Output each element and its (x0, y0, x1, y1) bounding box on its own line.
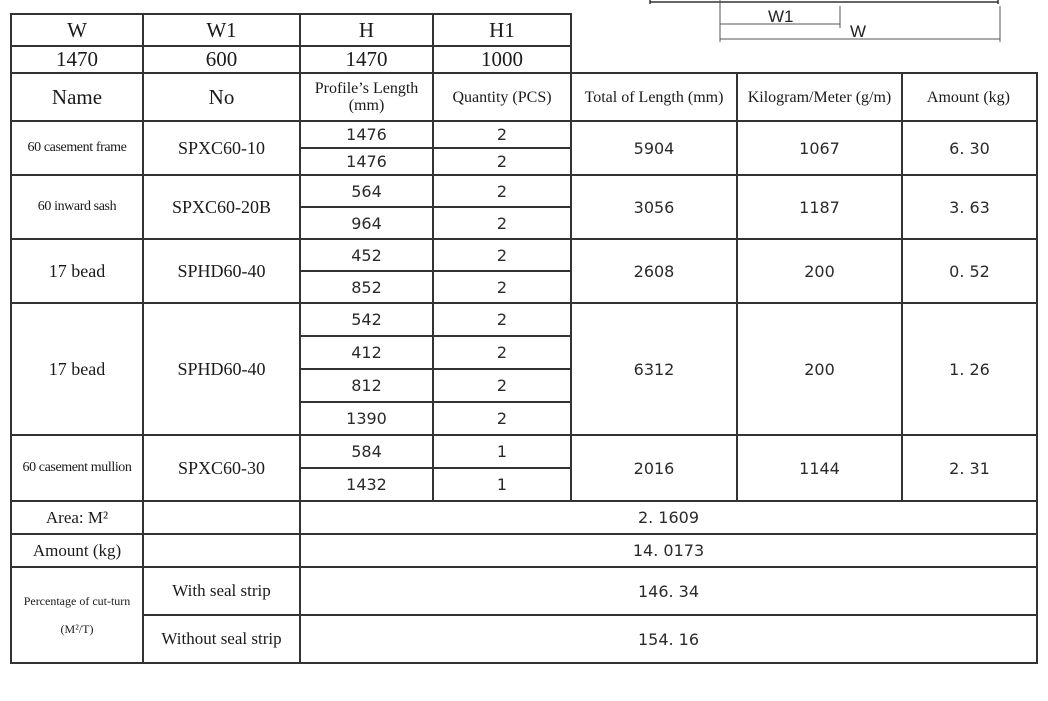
col-header-total-length: Total of Length (mm) (571, 73, 737, 121)
dim-header-w1: W1 (143, 14, 300, 46)
profile-length: 412 (300, 336, 433, 369)
area-value: 2. 1609 (300, 501, 1037, 534)
col-header-profile-length: Profile’s Length (mm) (300, 73, 433, 121)
dim-value-h1: 1000 (433, 46, 571, 73)
w1-dimension-label: W1 (768, 7, 794, 26)
table-row (11, 121, 1037, 148)
table-row (11, 175, 1037, 207)
kg-per-meter: 1187 (737, 175, 902, 239)
table-row (11, 239, 1037, 271)
profile-length: 1476 (300, 148, 433, 175)
profile-length: 1390 (300, 402, 433, 435)
profile-no: SPHD60-40 (143, 239, 300, 303)
amount-blank (143, 534, 300, 567)
profile-quantity: 2 (433, 239, 571, 271)
profile-quantity: 2 (433, 148, 571, 175)
without-seal-strip-label: Without seal strip (143, 615, 300, 663)
total-length: 5904 (571, 121, 737, 175)
col-header-kg-per-meter: Kilogram/Meter (g/m) (737, 73, 902, 121)
profile-quantity: 2 (433, 336, 571, 369)
kg-per-meter: 1144 (737, 435, 902, 501)
cut-turn-percentage-label (11, 567, 143, 663)
profile-length: 1432 (300, 468, 433, 501)
amount-kg: 1. 26 (902, 303, 1037, 435)
col-header-name: Name (11, 73, 143, 121)
cut-turn-label-line2: (M²/T) (60, 622, 94, 636)
without-seal-row (11, 615, 1037, 663)
blank-corner (571, 14, 1037, 73)
profile-no: SPXC60-20B (143, 175, 300, 239)
total-length: 2608 (571, 239, 737, 303)
profile-name: 60 casement frame (11, 121, 143, 175)
col-header-amount: Amount (kg) (902, 73, 1037, 121)
profile-quantity: 2 (433, 369, 571, 402)
dim-header-h: H (300, 14, 433, 46)
table-row (11, 435, 1037, 468)
kg-per-meter: 1067 (737, 121, 902, 175)
with-seal-row (11, 567, 1037, 615)
profile-length: 812 (300, 369, 433, 402)
profile-length: 584 (300, 435, 433, 468)
col-header-quantity: Quantity (PCS) (433, 73, 571, 121)
with-seal-strip-label: With seal strip (143, 567, 300, 615)
area-blank (143, 501, 300, 534)
profile-quantity: 1 (433, 468, 571, 501)
profile-name: 60 casement mullion (11, 435, 143, 501)
profile-quantity: 2 (433, 175, 571, 207)
profile-spec-table (10, 13, 1038, 664)
profile-quantity: 2 (433, 121, 571, 148)
dim-header-w: W (11, 14, 143, 46)
dim-header-h1: H1 (433, 14, 571, 46)
kg-per-meter: 200 (737, 239, 902, 303)
dim-value-w1: 600 (143, 46, 300, 73)
total-length: 2016 (571, 435, 737, 501)
profile-length: 964 (300, 207, 433, 239)
dim-value-h: 1470 (300, 46, 433, 73)
amount-row (11, 534, 1037, 567)
total-length: 3056 (571, 175, 737, 239)
profile-length: 452 (300, 239, 433, 271)
profile-no: SPHD60-40 (143, 303, 300, 435)
amount-kg: 2. 31 (902, 435, 1037, 501)
area-row (11, 501, 1037, 534)
profile-name: 17 bead (11, 303, 143, 435)
amount-kg: 6. 30 (902, 121, 1037, 175)
amount-kg: 0. 52 (902, 239, 1037, 303)
profile-no: SPXC60-10 (143, 121, 300, 175)
cut-turn-label-line1: Percentage of cut-turn (23, 594, 131, 608)
profile-no: SPXC60-30 (143, 435, 300, 501)
profile-quantity: 2 (433, 303, 571, 336)
profile-length: 1476 (300, 121, 433, 148)
without-seal-strip-value: 154. 16 (300, 615, 1037, 663)
profile-quantity: 1 (433, 435, 571, 468)
col-header-no: No (143, 73, 300, 121)
profile-name: 60 inward sash (11, 175, 143, 239)
amount-kg: 3. 63 (902, 175, 1037, 239)
w-dimension-label: W (850, 22, 867, 41)
profile-quantity: 2 (433, 402, 571, 435)
area-label: Area: M² (11, 501, 143, 534)
dim-value-w: 1470 (11, 46, 143, 73)
profile-length: 542 (300, 303, 433, 336)
profile-length: 852 (300, 271, 433, 303)
amount-label: Amount (kg) (11, 534, 143, 567)
with-seal-strip-value: 146. 34 (300, 567, 1037, 615)
profile-quantity: 2 (433, 271, 571, 303)
profile-quantity: 2 (433, 207, 571, 239)
kg-per-meter: 200 (737, 303, 902, 435)
profile-name: 17 bead (11, 239, 143, 303)
profile-length: 564 (300, 175, 433, 207)
amount-total-value: 14. 0173 (300, 534, 1037, 567)
table-row (11, 303, 1037, 336)
total-length: 6312 (571, 303, 737, 435)
